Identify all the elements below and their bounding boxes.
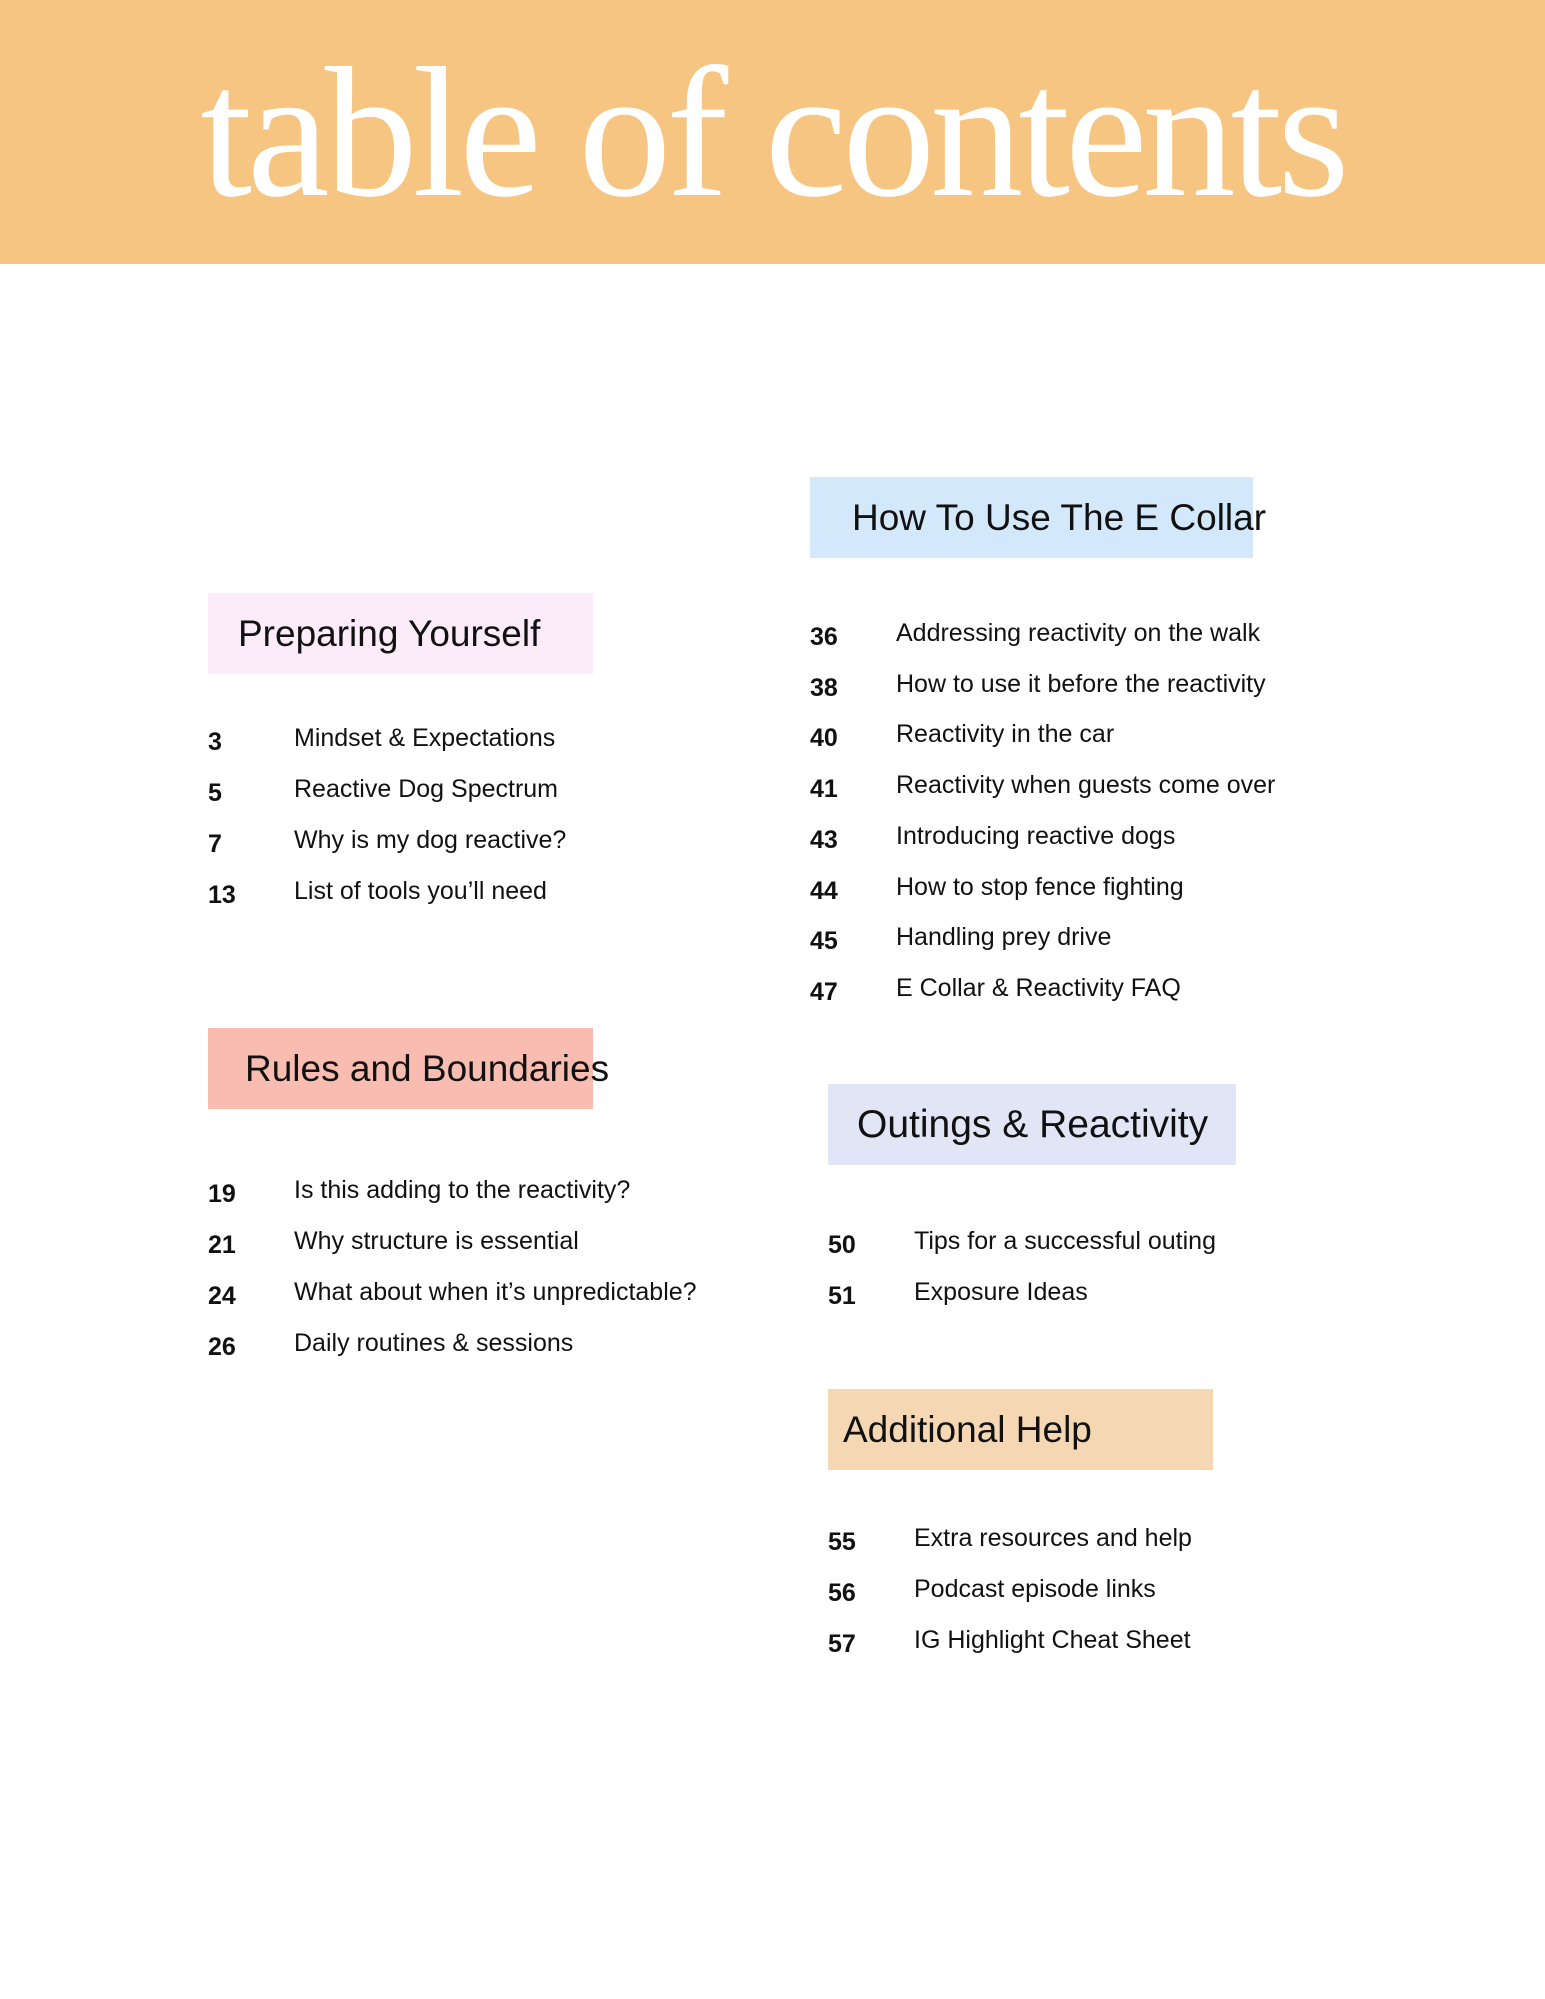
toc-entry[interactable]: [810, 765, 1330, 805]
toc-entry-title: Extra resources and help: [914, 1524, 1192, 1552]
toc-entry-title: Podcast episode links: [914, 1575, 1156, 1603]
section-heading-how-to-use-e-collar: How To Use The E Collar: [810, 477, 1253, 558]
toc-entry-title: Handling prey drive: [896, 923, 1112, 951]
toc-entry-title: How to use it before the reactivity: [896, 670, 1266, 698]
toc-page-number: 41: [810, 775, 838, 803]
toc-page-number: 24: [208, 1282, 236, 1310]
toc-entry-title: Exposure Ideas: [914, 1278, 1088, 1306]
toc-entry[interactable]: [810, 816, 1330, 856]
toc-page-number: 51: [828, 1282, 856, 1310]
toc-entry-title: How to stop fence fighting: [896, 873, 1184, 901]
toc-page-number: 56: [828, 1579, 856, 1607]
toc-entry-title: List of tools you’ll need: [294, 877, 547, 905]
toc-entry-title: E Collar & Reactivity FAQ: [896, 974, 1181, 1002]
toc-page-number: 13: [208, 881, 236, 909]
toc-page-number: 45: [810, 927, 838, 955]
toc-entry-title: IG Highlight Cheat Sheet: [914, 1626, 1191, 1654]
toc-page-number: 57: [828, 1630, 856, 1658]
toc-entry[interactable]: [208, 871, 728, 911]
toc-entry-title: Daily routines & sessions: [294, 1329, 574, 1357]
toc-entry-title: Tips for a successful outing: [914, 1227, 1216, 1255]
toc-entry-title: Addressing reactivity on the walk: [896, 619, 1261, 647]
toc-page-number: 3: [208, 728, 222, 756]
toc-entry[interactable]: [828, 1518, 1348, 1558]
toc-entry-title: Is this adding to the reactivity?: [294, 1176, 631, 1204]
toc-entry[interactable]: [828, 1221, 1348, 1261]
toc-entry[interactable]: [208, 1323, 728, 1363]
toc-page-number: 40: [810, 724, 838, 752]
page-title: table of contents: [200, 30, 1345, 236]
toc-page-number: 7: [208, 830, 222, 858]
toc-entry[interactable]: [828, 1620, 1348, 1660]
toc-page-number: 55: [828, 1528, 856, 1556]
toc-entry[interactable]: [208, 769, 728, 809]
toc-page-number: 38: [810, 674, 838, 702]
toc-entry[interactable]: [208, 1170, 728, 1210]
toc-entry-title: Reactivity when guests come over: [896, 771, 1276, 799]
toc-entry-title: Mindset & Expectations: [294, 724, 556, 752]
toc-entry[interactable]: [208, 718, 728, 758]
toc-page-number: 26: [208, 1333, 236, 1361]
toc-page-number: 21: [208, 1231, 236, 1259]
toc-entry-title: Reactivity in the car: [896, 720, 1115, 748]
toc-entry-title: Why structure is essential: [294, 1227, 579, 1255]
toc-entry-title: What about when it’s unpredictable?: [294, 1278, 697, 1306]
toc-entry[interactable]: [810, 714, 1330, 754]
toc-entry[interactable]: [810, 613, 1330, 653]
section-heading-rules-and-boundaries: Rules and Boundaries: [208, 1028, 593, 1109]
toc-page-number: 5: [208, 779, 222, 807]
toc-entry[interactable]: [208, 820, 728, 860]
section-heading-preparing-yourself: Preparing Yourself: [208, 593, 593, 674]
toc-page-number: 47: [810, 978, 838, 1006]
toc-page-number: 36: [810, 623, 838, 651]
toc-entry-title: Introducing reactive dogs: [896, 822, 1176, 850]
toc-entry[interactable]: [810, 968, 1330, 1008]
section-heading-additional-help: Additional Help: [828, 1389, 1213, 1470]
toc-entry[interactable]: [828, 1569, 1348, 1609]
section-heading-outings-reactivity: Outings & Reactivity: [828, 1084, 1236, 1165]
toc-entry[interactable]: [828, 1272, 1348, 1312]
toc-page-number: 19: [208, 1180, 236, 1208]
toc-entry[interactable]: [810, 867, 1330, 907]
toc-page-number: 44: [810, 877, 838, 905]
toc-page-number: 50: [828, 1231, 856, 1259]
toc-entry[interactable]: [810, 917, 1330, 957]
toc-entry[interactable]: [208, 1221, 728, 1261]
toc-entry[interactable]: [810, 664, 1330, 704]
header-banner: [0, 0, 1545, 264]
toc-page-number: 43: [810, 826, 838, 854]
toc-entry-title: Reactive Dog Spectrum: [294, 775, 559, 803]
toc-entry[interactable]: [208, 1272, 728, 1312]
toc-entry-title: Why is my dog reactive?: [294, 826, 567, 854]
